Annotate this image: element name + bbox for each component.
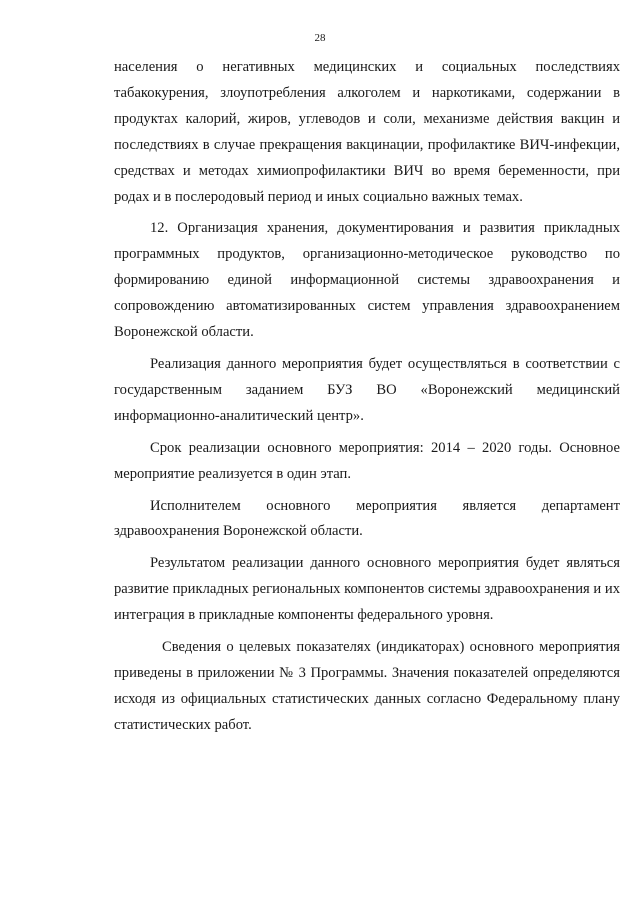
paragraph-implementation: Реализация данного мероприятия будет осуществляться в соответствии с государственным заданием БУЗ ВО «Воронежский медицинский информационно-аналитический центр». bbox=[114, 355, 620, 424]
paragraph-item-12: 12. Организация хранения, документирования и развития прикладных программных продуктов, организационно-методическое руководство по формированию единой информационной системы здравоохранения и сопровождению автоматизированных систем управления здравоохранением Воронежской области. bbox=[114, 220, 620, 341]
document-body bbox=[114, 55, 620, 739]
paragraph-indicators: Сведения о целевых показателях (индикаторах) основного мероприятия приведены в приложении № 3 Программы. Значения показателей определяются исходя из официальных статистических данных согласно Федеральному плану статистических работ. bbox=[114, 639, 620, 733]
paragraph-timeline: Срок реализации основного мероприятия: 2014 – 2020 годы. Основное мероприятие реализуется в один этап. bbox=[114, 439, 620, 482]
page-number: 28 bbox=[314, 32, 326, 44]
paragraph-executor: Исполнителем основного мероприятия является департамент здравоохранения Воронежской области. bbox=[114, 497, 620, 540]
paragraph-result: Результатом реализации данного основного мероприятия будет являться развитие прикладных региональных компонентов системы здравоохранения и их интеграция в прикладные компоненты федерального уровня. bbox=[114, 555, 620, 624]
paragraph-continuation: населения о негативных медицинских и социальных последствиях табакокурения, злоупотребления алкоголем и наркотиками, содержании в продуктах калорий, жиров, углеводов и соли, механизме действия вакцин и последствиях в случае прекращения вакцинации, профилактике ВИЧ-инфекции, средствах и методах химиопрофилактики ВИЧ во время беременности, при родах и в послеродовый период и иных социально важных темах. bbox=[114, 59, 620, 205]
